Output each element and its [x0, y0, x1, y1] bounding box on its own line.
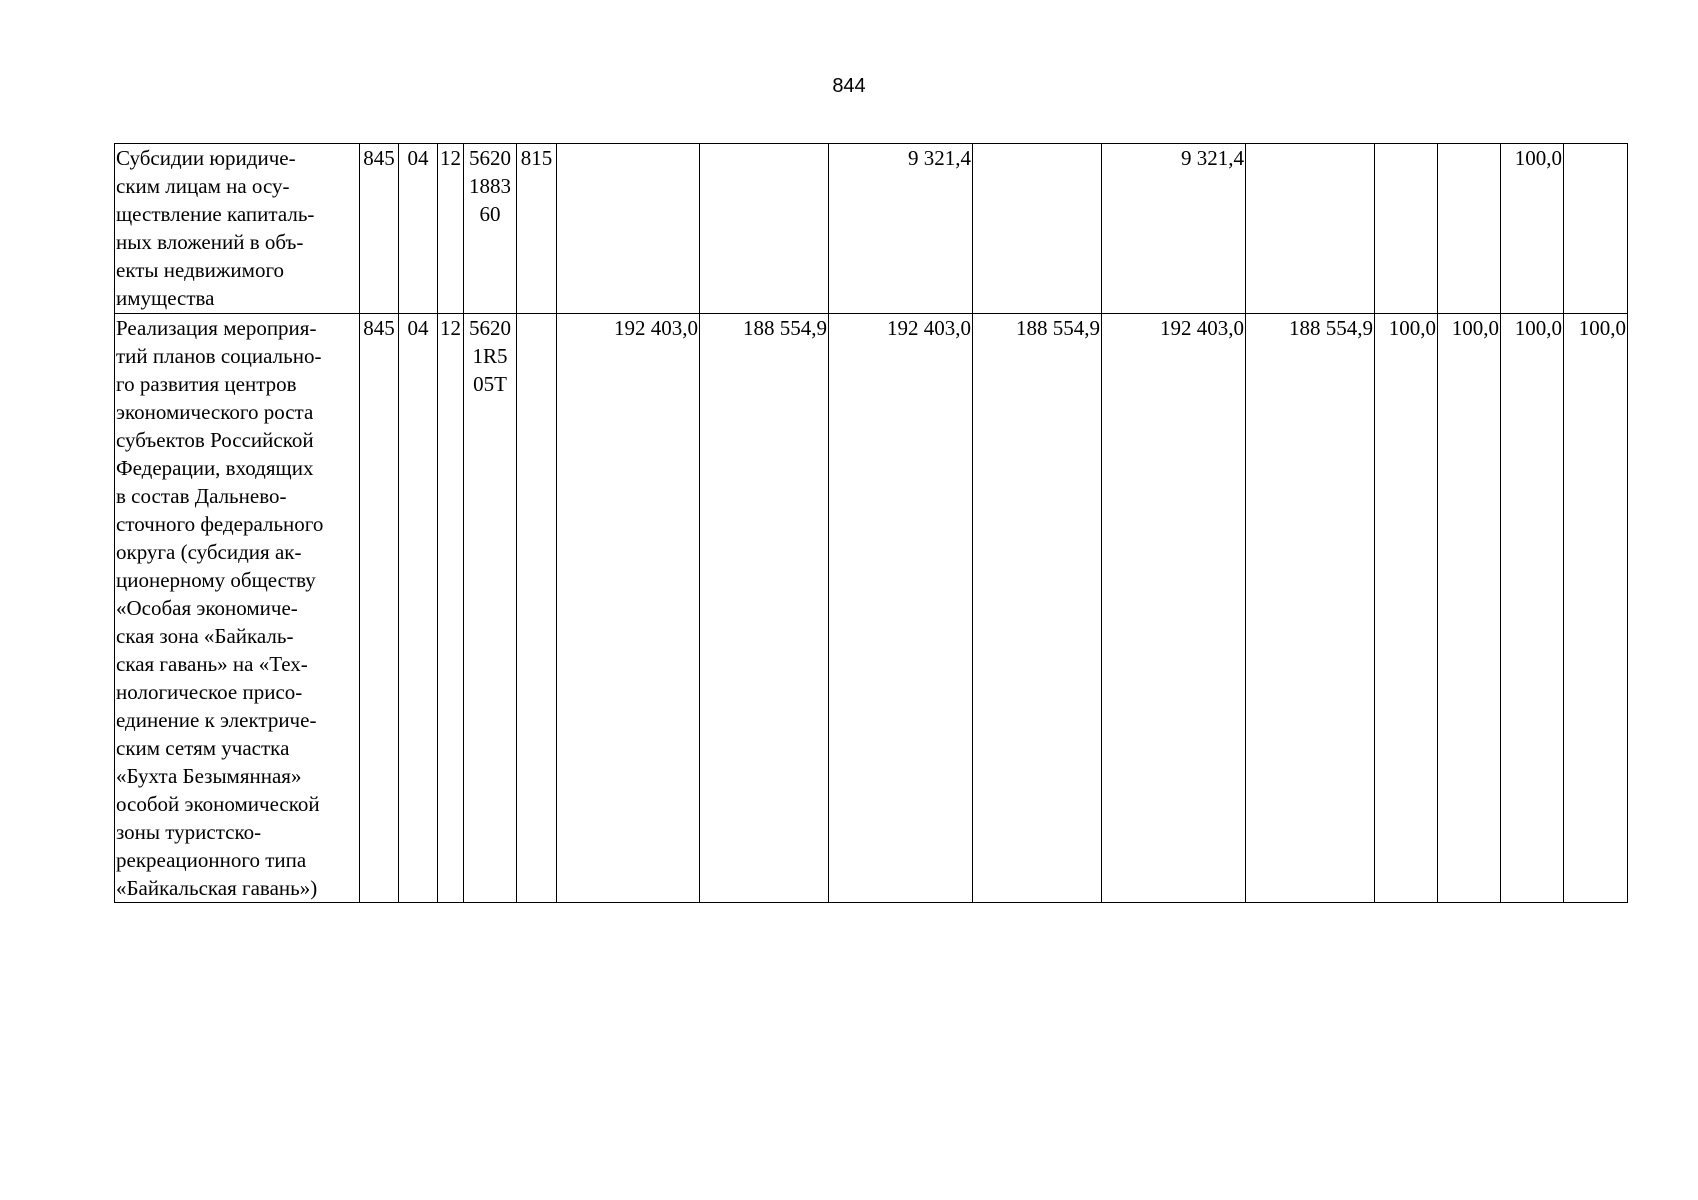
expense-type-code: 815 [517, 144, 557, 314]
amount-cell: 9 321,4 [1102, 144, 1246, 314]
amount-cell [1246, 144, 1375, 314]
section-code: 04 [399, 144, 438, 314]
amount-cell: 192 403,0 [557, 314, 700, 903]
amount-cell: 188 554,9 [973, 314, 1102, 903]
amount-cell: 192 403,0 [829, 314, 973, 903]
percent-cell [1564, 144, 1628, 314]
percent-cell [1438, 144, 1501, 314]
percent-cell: 100,0 [1375, 314, 1438, 903]
section-code: 04 [399, 314, 438, 903]
target-article-code: 5620 1R5 05T [464, 314, 517, 903]
amount-cell: 192 403,0 [1102, 314, 1246, 903]
amount-cell [973, 144, 1102, 314]
amount-cell: 188 554,9 [1246, 314, 1375, 903]
target-article-code: 5620 1883 60 [464, 144, 517, 314]
amount-cell [557, 144, 700, 314]
expense-type-code [517, 314, 557, 903]
grbs-code: 845 [360, 314, 399, 903]
page-number: 844 [832, 75, 866, 97]
row-description: Реализация мероприя- тий планов социально- го развития центров экономического роста субъектов Российской Федерации, входящих в состав Дальнево- сточного федерального округа (субсидия ак- ционерному обществу «Особая экономиче- ская зона «Байкаль- ская гавань» на «Тех- нологическое присо- единение к электриче- ским сетям участка «Бухта Безымянная» особой экономической зоны туристско- рекреационного типа «Байкальская гавань») [115, 314, 360, 903]
percent-cell: 100,0 [1564, 314, 1628, 903]
percent-cell: 100,0 [1501, 144, 1564, 314]
amount-cell: 9 321,4 [829, 144, 973, 314]
budget-table [114, 143, 1628, 903]
subsection-code: 12 [438, 144, 464, 314]
table-row [115, 314, 1628, 903]
row-description: Субсидии юридиче- ским лицам на осу- ществление капиталь- ных вложений в объ- екты недвижимого имущества [115, 144, 360, 314]
subsection-code: 12 [438, 314, 464, 903]
table-row [115, 144, 1628, 314]
percent-cell: 100,0 [1438, 314, 1501, 903]
amount-cell [700, 144, 829, 314]
amount-cell: 188 554,9 [700, 314, 829, 903]
percent-cell: 100,0 [1501, 314, 1564, 903]
grbs-code: 845 [360, 144, 399, 314]
percent-cell [1375, 144, 1438, 314]
